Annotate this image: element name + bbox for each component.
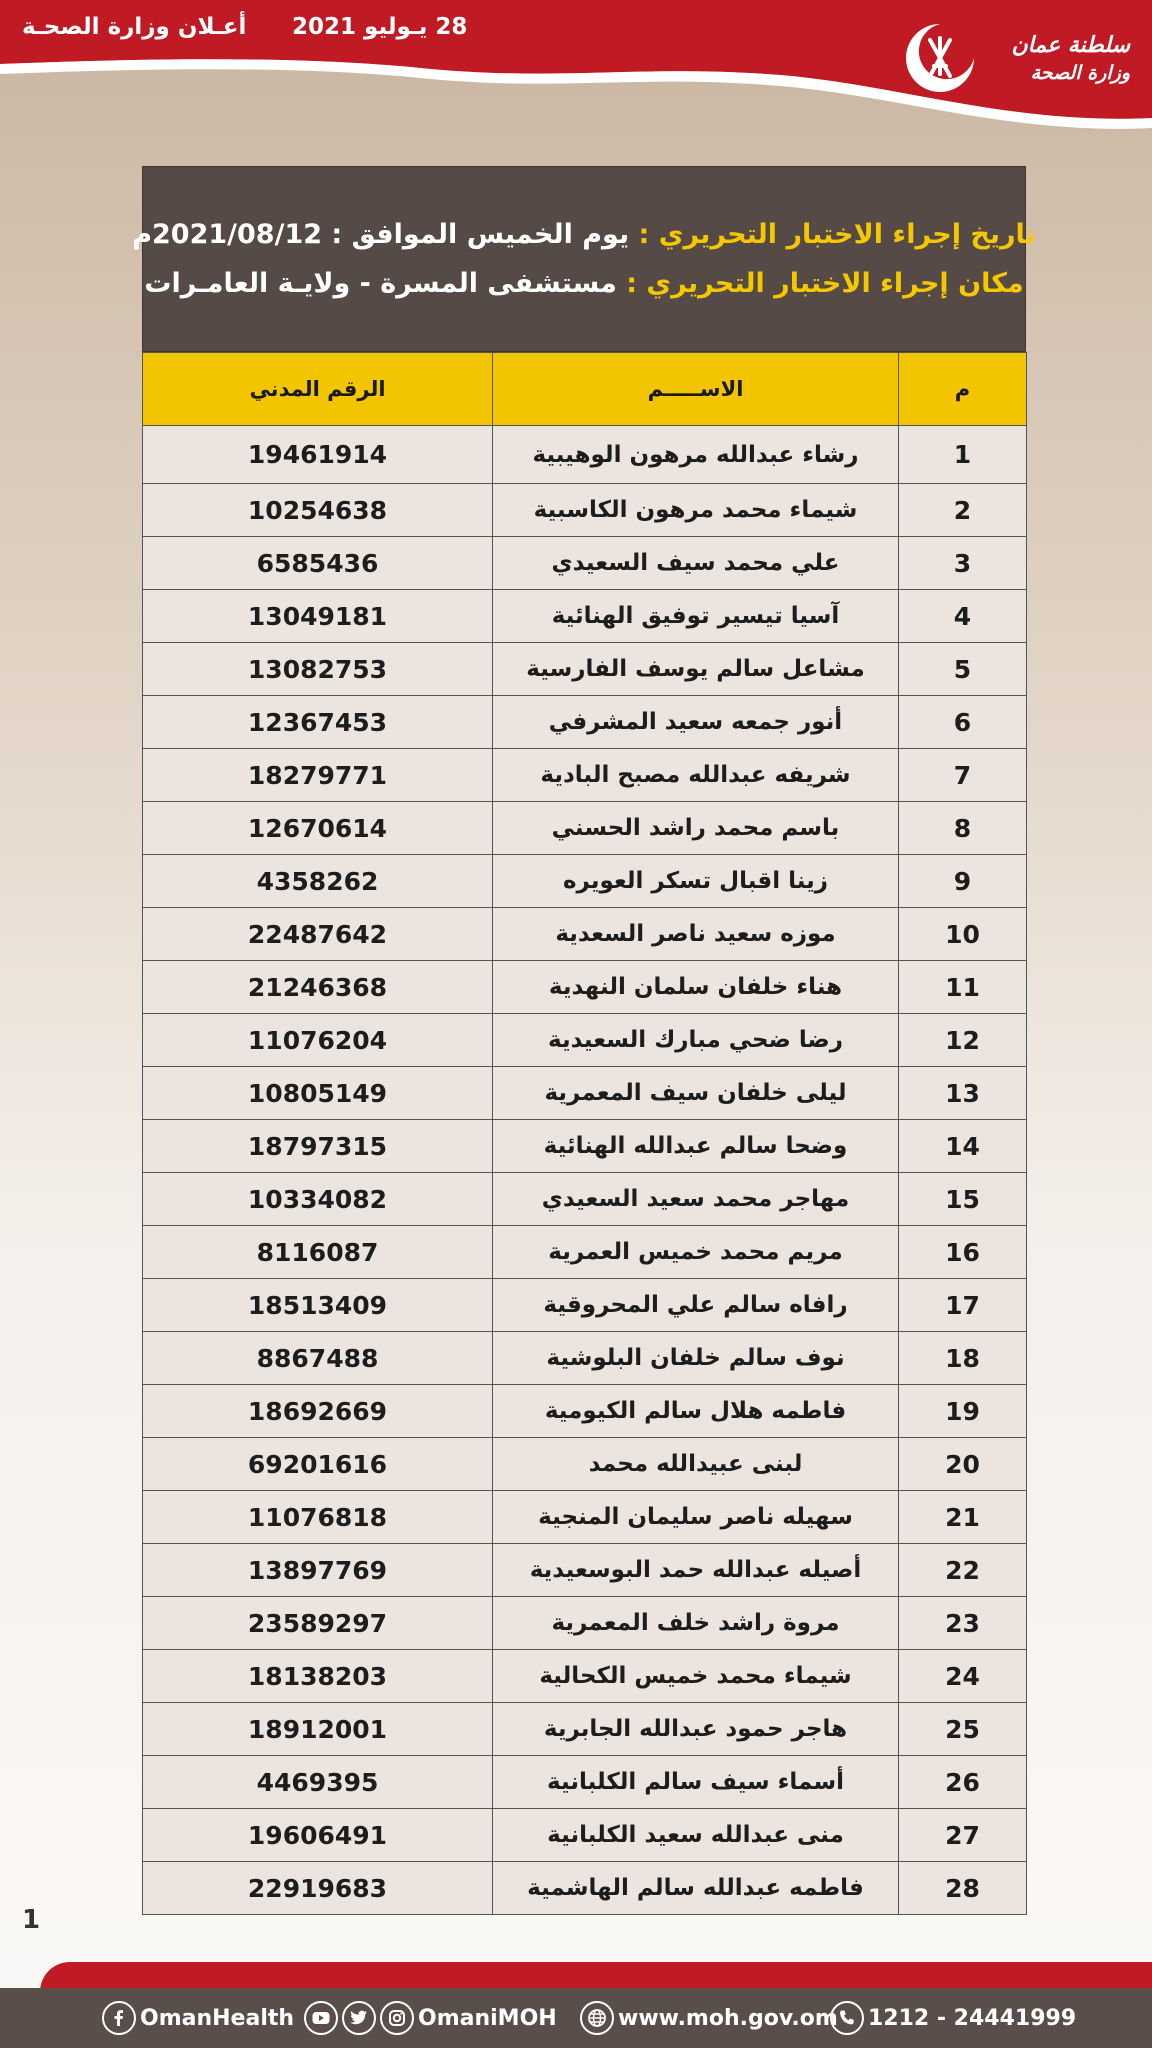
- header-no: م: [899, 353, 1027, 426]
- table-row: [143, 1120, 1027, 1173]
- table-row: [143, 426, 1027, 484]
- phone-icon: [830, 2001, 864, 2035]
- exam-info-box: [132, 166, 1036, 352]
- row-number: 20: [899, 1438, 1027, 1491]
- civil-id: 8116087: [143, 1226, 493, 1279]
- table-row: [143, 1385, 1027, 1438]
- table-row: [143, 1809, 1027, 1862]
- facebook-icon: [102, 2001, 136, 2035]
- row-number: 23: [899, 1597, 1027, 1650]
- row-number: 26: [899, 1756, 1027, 1809]
- table-row: [143, 1756, 1027, 1809]
- candidate-name: نوف سالم خلفان البلوشية: [493, 1332, 899, 1385]
- candidate-name: مروة راشد خلف المعمرية: [493, 1597, 899, 1650]
- twitter-icon[interactable]: [342, 2001, 376, 2035]
- civil-id: 4358262: [143, 855, 493, 908]
- exam-place-value: مستشفى المسرة - ولايـة العامـرات: [144, 268, 617, 299]
- exam-place-label: مكان إجراء الاختبار التحريري :: [626, 268, 1024, 299]
- page-number: 1: [22, 1905, 41, 1935]
- footer-bar: [0, 1988, 1152, 2048]
- candidate-name: رشاء عبدالله مرهون الوهيبية: [493, 426, 899, 484]
- candidate-name: مريم محمد خميس العمرية: [493, 1226, 899, 1279]
- row-number: 5: [899, 643, 1027, 696]
- candidate-name: منى عبدالله سعيد الكلبانية: [493, 1809, 899, 1862]
- row-number: 6: [899, 696, 1027, 749]
- table-row: [143, 1226, 1027, 1279]
- candidate-name: وضحا سالم عبدالله الهنائية: [493, 1120, 899, 1173]
- civil-id: 22487642: [143, 908, 493, 961]
- row-number: 21: [899, 1491, 1027, 1544]
- announcement-date: 28 يـوليو 2021: [292, 14, 468, 40]
- civil-id: 8867488: [143, 1332, 493, 1385]
- exam-date-label: تاريخ إجراء الاختبار التحريري :: [638, 219, 1036, 250]
- table-row: [143, 484, 1027, 537]
- table-row: [143, 961, 1027, 1014]
- table-row: [143, 1597, 1027, 1650]
- logo-text-oman: سلطنة عمان: [1011, 32, 1130, 58]
- table-row: [143, 1067, 1027, 1120]
- youtube-icon[interactable]: [304, 2001, 338, 2035]
- table-row: [143, 590, 1027, 643]
- row-number: 10: [899, 908, 1027, 961]
- row-number: 3: [899, 537, 1027, 590]
- civil-id: 13049181: [143, 590, 493, 643]
- ministry-logo: [900, 18, 1130, 98]
- candidate-name: شريفه عبدالله مصبح البادية: [493, 749, 899, 802]
- row-number: 14: [899, 1120, 1027, 1173]
- header-name: الاســـــم: [493, 353, 899, 426]
- row-number: 28: [899, 1862, 1027, 1915]
- candidate-name: لبنى عبيدالله محمد: [493, 1438, 899, 1491]
- table-row: [143, 643, 1027, 696]
- candidate-name: هاجر حمود عبدالله الجابرية: [493, 1703, 899, 1756]
- candidate-name: فاطمه هلال سالم الكيومية: [493, 1385, 899, 1438]
- instagram-icon[interactable]: [380, 2001, 414, 2035]
- civil-id: 13897769: [143, 1544, 493, 1597]
- candidates-table-card: [132, 166, 1036, 1915]
- table-row: [143, 749, 1027, 802]
- row-number: 11: [899, 961, 1027, 1014]
- facebook-link[interactable]: [102, 1988, 294, 2048]
- candidate-name: شيماء محمد مرهون الكاسبية: [493, 484, 899, 537]
- table-header-row: [143, 353, 1027, 426]
- civil-id: 4469395: [143, 1756, 493, 1809]
- row-number: 13: [899, 1067, 1027, 1120]
- row-number: 18: [899, 1332, 1027, 1385]
- candidate-name: أصيله عبدالله حمد البوسعيدية: [493, 1544, 899, 1597]
- table-row: [143, 1173, 1027, 1226]
- civil-id: 10254638: [143, 484, 493, 537]
- facebook-handle: OmanHealth: [140, 2005, 295, 2031]
- row-number: 1: [899, 426, 1027, 484]
- row-number: 7: [899, 749, 1027, 802]
- row-number: 8: [899, 802, 1027, 855]
- row-number: 2: [899, 484, 1027, 537]
- candidate-name: أنور جمعه سعيد المشرفي: [493, 696, 899, 749]
- phone-number: 1212 - 24441999: [868, 2005, 1077, 2031]
- row-number: 25: [899, 1703, 1027, 1756]
- candidate-name: فاطمه عبدالله سالم الهاشمية: [493, 1862, 899, 1915]
- table-row: [143, 1703, 1027, 1756]
- candidate-name: مهاجر محمد سعيد السعيدي: [493, 1173, 899, 1226]
- civil-id: 22919683: [143, 1862, 493, 1915]
- candidate-name: علي محمد سيف السعيدي: [493, 537, 899, 590]
- candidate-name: آسيا تيسير توفيق الهنائية: [493, 590, 899, 643]
- ministry-emblem-icon: [900, 18, 980, 98]
- candidate-name: موزه سعيد ناصر السعدية: [493, 908, 899, 961]
- civil-id: 12670614: [143, 802, 493, 855]
- table-row: [143, 1650, 1027, 1703]
- row-number: 27: [899, 1809, 1027, 1862]
- exam-place-line: [144, 268, 1023, 299]
- table-row: [143, 802, 1027, 855]
- row-number: 22: [899, 1544, 1027, 1597]
- social-handle: OmaniMOH: [418, 2005, 557, 2031]
- civil-id: 69201616: [143, 1438, 493, 1491]
- civil-id: 19606491: [143, 1809, 493, 1862]
- row-number: 19: [899, 1385, 1027, 1438]
- table-row: [143, 1014, 1027, 1067]
- row-number: 4: [899, 590, 1027, 643]
- civil-id: 21246368: [143, 961, 493, 1014]
- civil-id: 18912001: [143, 1703, 493, 1756]
- table-row: [143, 1279, 1027, 1332]
- civil-id: 18513409: [143, 1279, 493, 1332]
- civil-id: 18279771: [143, 749, 493, 802]
- row-number: 16: [899, 1226, 1027, 1279]
- civil-id: 13082753: [143, 643, 493, 696]
- table-row: [143, 1544, 1027, 1597]
- civil-id: 18692669: [143, 1385, 493, 1438]
- globe-icon: [580, 2001, 614, 2035]
- header-banner: [0, 0, 1152, 130]
- table-row: [143, 908, 1027, 961]
- logo-text-ministry: وزارة الصحة: [1030, 62, 1130, 84]
- candidate-name: زينا اقبال تسكر العويره: [493, 855, 899, 908]
- civil-id: 11076204: [143, 1014, 493, 1067]
- table-row: [143, 696, 1027, 749]
- civil-id: 10334082: [143, 1173, 493, 1226]
- exam-date-line: [132, 219, 1036, 250]
- table-row: [143, 1438, 1027, 1491]
- candidate-name: باسم محمد راشد الحسني: [493, 802, 899, 855]
- header-civil-id: الرقم المدني: [143, 353, 493, 426]
- civil-id: 18797315: [143, 1120, 493, 1173]
- website-link[interactable]: [580, 1988, 838, 2048]
- candidate-name: رضا ضحي مبارك السعيدية: [493, 1014, 899, 1067]
- candidate-name: ليلى خلفان سيف المعمرية: [493, 1067, 899, 1120]
- candidates-table: [142, 352, 1027, 1915]
- row-number: 24: [899, 1650, 1027, 1703]
- civil-id: 10805149: [143, 1067, 493, 1120]
- candidate-name: مشاعل سالم يوسف الفارسية: [493, 643, 899, 696]
- table-row: [143, 1332, 1027, 1385]
- exam-date-value: يوم الخميس الموافق : 2021/08/12م: [132, 219, 630, 250]
- phone-link[interactable]: [830, 1988, 1076, 2048]
- announcement-title: أعـلان وزارة الصحـة: [22, 14, 247, 40]
- row-number: 17: [899, 1279, 1027, 1332]
- civil-id: 18138203: [143, 1650, 493, 1703]
- table-row: [143, 1491, 1027, 1544]
- candidate-name: شيماء محمد خميس الكحالية: [493, 1650, 899, 1703]
- table-body: [143, 426, 1027, 1915]
- table-row: [143, 855, 1027, 908]
- website-url: www.moh.gov.om: [618, 2005, 838, 2031]
- row-number: 15: [899, 1173, 1027, 1226]
- candidate-name: هناء خلفان سلمان النهدية: [493, 961, 899, 1014]
- civil-id: 11076818: [143, 1491, 493, 1544]
- candidate-name: رافاه سالم علي المحروقية: [493, 1279, 899, 1332]
- table-row: [143, 1862, 1027, 1915]
- candidate-name: أسماء سيف سالم الكلبانية: [493, 1756, 899, 1809]
- civil-id: 19461914: [143, 426, 493, 484]
- table-row: [143, 537, 1027, 590]
- row-number: 12: [899, 1014, 1027, 1067]
- social-links[interactable]: [304, 1988, 557, 2048]
- row-number: 9: [899, 855, 1027, 908]
- civil-id: 6585436: [143, 537, 493, 590]
- candidate-name: سهيله ناصر سليمان المنجية: [493, 1491, 899, 1544]
- civil-id: 12367453: [143, 696, 493, 749]
- civil-id: 23589297: [143, 1597, 493, 1650]
